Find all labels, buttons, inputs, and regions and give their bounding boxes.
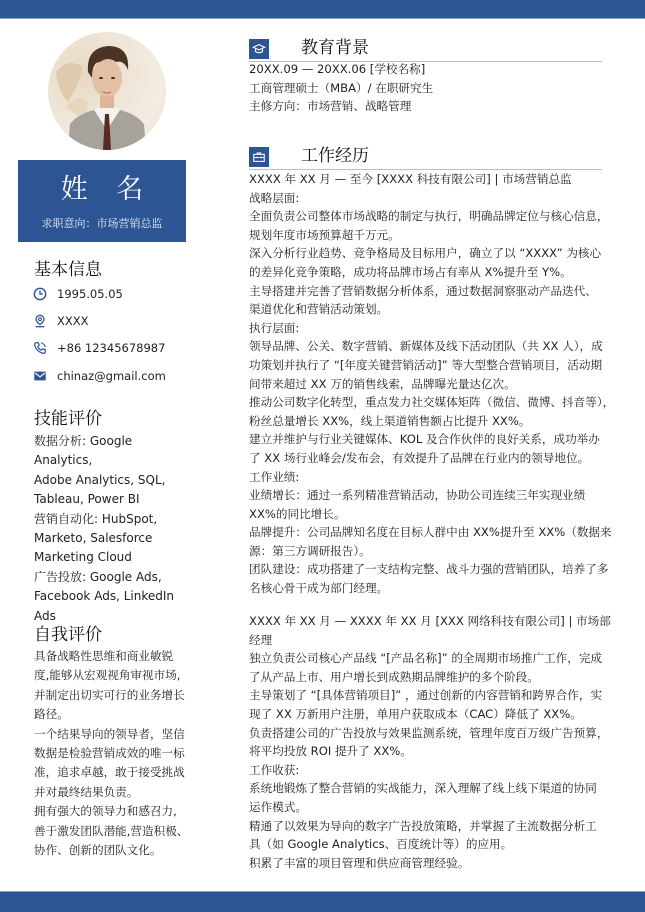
job-1-line: 渠道优化和营销活动策划。 bbox=[249, 302, 389, 317]
education-header bbox=[249, 38, 602, 62]
name-card bbox=[18, 160, 186, 242]
phone-icon bbox=[33, 341, 47, 355]
info-row-phone bbox=[33, 340, 165, 356]
job-2-line: 了从产品上市、用户增长到成熟期品牌维护的多个阶段。 bbox=[249, 669, 539, 684]
mail-icon bbox=[33, 369, 47, 383]
job-1-line: 团队建设：成功搭建了一支结构完整、战斗力强的营销团队，培养了多 bbox=[249, 562, 609, 577]
skills-line: Tableau, Power BI bbox=[34, 492, 140, 507]
info-row-location bbox=[33, 313, 89, 329]
job-2-line: 精通了以效果为导向的数字广告投放策略，并掌握了主流数据分析工 bbox=[249, 818, 597, 833]
job-2-line: 经理 bbox=[249, 632, 273, 647]
self-eval-line: 路径。 bbox=[34, 707, 69, 722]
job-1-line: 了 XX 场行业峰会/发布会，有效提升了品牌在行业内的领导地位。 bbox=[249, 450, 590, 465]
skills-line: 营销自动化: HubSpot, bbox=[34, 511, 158, 526]
job-1-line: 工作业绩: bbox=[249, 469, 300, 484]
job-1-line: 领导品牌、公关、数字营销、新媒体及线下活动团队（共 XX 人），成 bbox=[249, 339, 603, 354]
job-1-line: 粉丝总量增长 XX%，线上渠道销售额占比提升 XX%。 bbox=[249, 413, 531, 428]
phone-value: +86 12345678987 bbox=[57, 341, 166, 355]
self-eval-text bbox=[34, 647, 194, 860]
candidate-name: 姓 名 bbox=[60, 174, 154, 205]
job-1-line: 战略层面: bbox=[249, 190, 300, 205]
job-1-line: 深入分析行业趋势、竞争格局及目标用户，确立了以 “XXXX” 为核心 bbox=[249, 246, 602, 261]
avatar bbox=[48, 32, 166, 150]
job-1-line: 推动公司数字化转型，重点发力社交媒体矩阵（微信、微博、抖音等）， bbox=[249, 395, 615, 410]
info-row-email bbox=[33, 368, 166, 384]
self-eval-line: 度,能够从宏观视角审视市场, bbox=[34, 668, 181, 683]
info-row-birthday bbox=[33, 286, 123, 302]
education-line: 工商管理硕士（MBA）/ 在职研究生 bbox=[249, 80, 434, 95]
job-2-line: 工作收获: bbox=[249, 762, 300, 777]
basic-info-title: 基本信息 bbox=[34, 260, 102, 280]
skills-line: Marketing Cloud bbox=[34, 550, 132, 565]
self-eval-line: 善于激发团队潜能,营造积极、 bbox=[34, 823, 189, 838]
education-title: 教育背景 bbox=[301, 38, 369, 58]
work-header bbox=[249, 146, 602, 170]
skills-title: 技能评价 bbox=[34, 409, 102, 429]
self-eval-line: 一个结果导向的领导者，坚信 bbox=[34, 726, 185, 741]
clock-icon bbox=[33, 287, 47, 301]
education-content bbox=[249, 60, 617, 116]
education-line: 20XX.09 — 20XX.06 [学校名称] bbox=[249, 62, 426, 76]
self-eval-line: 并对最终结果负责。 bbox=[34, 784, 139, 799]
self-eval-line: 并制定出切实可行的业务增长 bbox=[34, 687, 185, 702]
job-1-line: 建立并维护与行业关键媒体、KOL 及合作伙伴的良好关系，成功举办 bbox=[249, 432, 600, 447]
job-1-line: XX%的同比增长。 bbox=[249, 506, 346, 521]
job-1-line: 规划年度市场预算超千万元。 bbox=[249, 227, 400, 242]
skills-line: Marketo, Salesforce bbox=[34, 531, 153, 546]
work-title: 工作经历 bbox=[301, 146, 369, 166]
graduation-cap-icon bbox=[249, 39, 269, 59]
skills-line: Facebook Ads, LinkedIn bbox=[34, 589, 174, 604]
self-eval-title: 自我评价 bbox=[34, 625, 102, 645]
bottom-accent-bar bbox=[0, 891, 645, 912]
self-eval-line: 协作、创新的团队文化。 bbox=[34, 843, 162, 858]
job-2-line: 运作模式。 bbox=[249, 799, 307, 814]
location-pin-icon bbox=[33, 314, 47, 328]
skills-list bbox=[34, 432, 194, 626]
job-1-line: 间带来超过 XX 万的销售线索，品牌曝光量达亿次。 bbox=[249, 376, 516, 391]
birthday-value: 1995.05.05 bbox=[57, 287, 123, 301]
job-2-line: 将平均投放 ROI 提升了 XX%。 bbox=[249, 744, 412, 759]
job-1 bbox=[249, 170, 617, 598]
job-1-line: 执行层面: bbox=[249, 320, 300, 335]
job-2-line: 现了 XX 万新用户注册，单用户获取成本（CAC）降低了 XX%。 bbox=[249, 706, 582, 721]
portrait-image bbox=[48, 32, 166, 150]
job-2-line: 具（如 Google Analytics、百度统计等）的应用。 bbox=[249, 837, 513, 852]
email-value: chinaz@gmail.com bbox=[57, 369, 166, 383]
job-2-line: 负责搭建公司的广告投放与效果监测系统，管理年度百万级广告预算， bbox=[249, 725, 609, 740]
job-intent: 求职意向：市场营销总监 bbox=[41, 217, 163, 230]
skills-line: 广告投放: Google Ads, bbox=[34, 569, 162, 584]
job-1-line: 的差异化竞争策略，成功将品牌市场占有率从 X%提升至 Y%。 bbox=[249, 264, 572, 279]
job-1-line: 源：第三方调研报告）。 bbox=[249, 543, 371, 558]
job-1-line: 名核心骨干成为部门经理。 bbox=[249, 581, 389, 596]
job-1-header: XXXX 年 XX 月 — 至今 [XXXX 科技有限公司] | 市场营销总监 bbox=[249, 172, 572, 186]
job-1-line: 主导搭建并完善了营销数据分析体系，通过数据洞察驱动产品迭代、 bbox=[249, 283, 597, 298]
self-eval-line: 具备战略性思维和商业敏锐 bbox=[34, 649, 174, 663]
job-2-line: 主导策划了 “[具体营销项目]” ，通过创新的内容营销和跨界合作，实 bbox=[249, 688, 603, 703]
top-accent-bar bbox=[0, 0, 645, 19]
skills-line: Ads bbox=[34, 608, 56, 623]
self-eval-line: 数据是检验营销成效的唯一标 bbox=[34, 746, 185, 761]
self-eval-line: 准，追求卓越，敢于接受挑战 bbox=[34, 765, 185, 780]
self-eval-line: 拥有强大的领导力和感召力, bbox=[34, 804, 177, 819]
job-1-line: 品牌提升：公司品牌知名度在目标人群中由 XX%提升至 XX%（数据来 bbox=[249, 525, 612, 540]
skills-line: 数据分析: Google Analytics, bbox=[34, 434, 133, 468]
job-2-header: XXXX 年 XX 月 — XXXX 年 XX 月 [XXX 网络科技有限公司] | 市场部 bbox=[249, 614, 611, 628]
briefcase-icon bbox=[249, 147, 269, 167]
education-line: 主修方向：市场营销、战略管理 bbox=[249, 99, 412, 114]
job-2-line: 系统地锻炼了整合营销的实战能力，深入理解了线上线下渠道的协同 bbox=[249, 781, 597, 796]
skills-line: Adobe Analytics, SQL, bbox=[34, 472, 166, 487]
job-1-line: 全面负责公司整体市场战略的制定与执行，明确品牌定位与核心信息， bbox=[249, 209, 609, 224]
location-value: XXXX bbox=[57, 314, 89, 328]
job-2-line: 独立负责公司核心产品线 “[产品名称]” 的全周期市场推广工作，完成 bbox=[249, 651, 603, 666]
job-2-line: 积累了丰富的项目管理和供应商管理经验。 bbox=[249, 855, 470, 870]
job-1-line: 功策划并执行了 “[年度关键营销活动]” 等大型整合营销项目，活动期 bbox=[249, 357, 603, 372]
job-1-line: 业绩增长：通过一系列精准营销活动，协助公司连续三年实现业绩 bbox=[249, 488, 586, 503]
job-2 bbox=[249, 612, 617, 872]
